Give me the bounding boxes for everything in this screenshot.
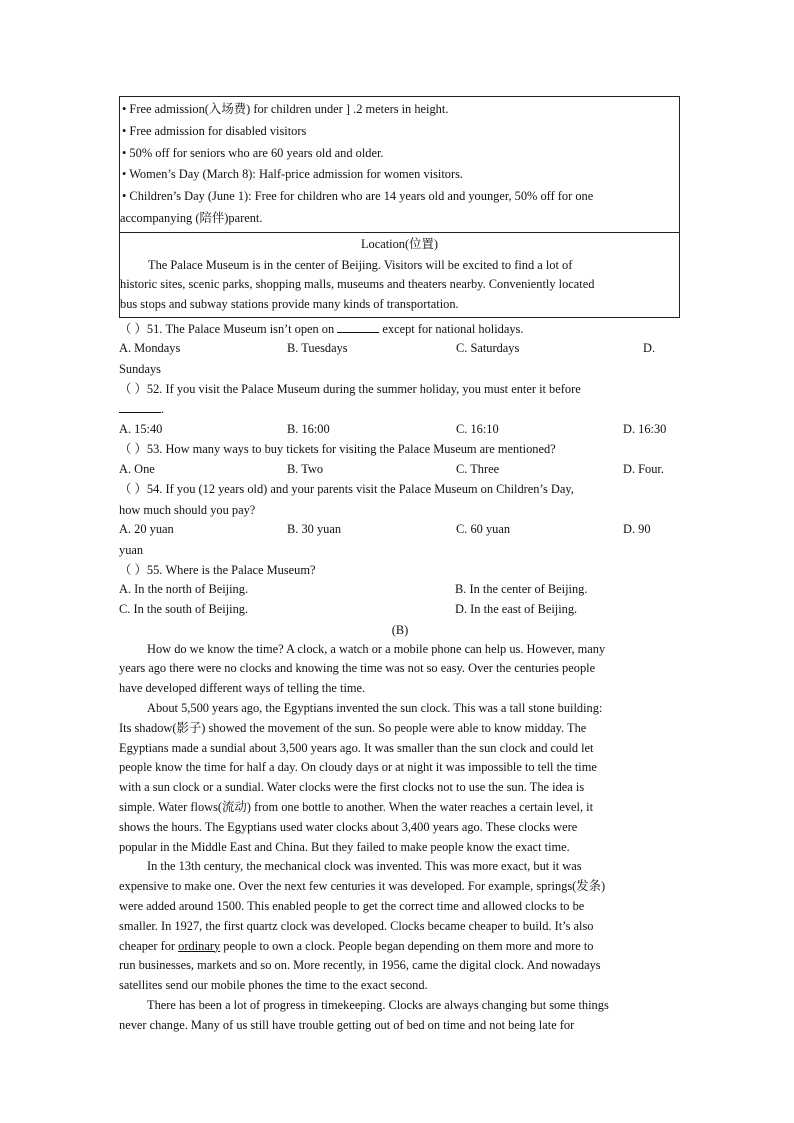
passage-line: simple. Water flows(流动) from one bottle to another. When the water reaches a certain level, it: [119, 799, 594, 814]
page: [119, 96, 681, 1036]
answer-blank: [337, 320, 379, 333]
question-53: （ ）53. How many ways to buy tickets for visiting the Palace Museum are mentioned?: [119, 442, 556, 457]
option-a: A. In the north of Beijing.: [119, 581, 249, 596]
question-52-blank: .: [119, 399, 681, 419]
passage-b-paragraph-1: [119, 640, 681, 699]
options-55-row1: [119, 580, 681, 600]
option-d: D. 16:30: [623, 421, 667, 436]
admission-cell: [120, 97, 679, 232]
option-d: D. Four.: [623, 461, 664, 476]
option-d: D. In the east of Beijing.: [455, 601, 578, 616]
option-a: A. One: [119, 461, 155, 476]
option-a: A. 15:40: [119, 421, 163, 436]
passage-line: Egyptians made a sundial about 3,500 years ago. It was smaller than the sun clock and could let: [119, 740, 594, 755]
option-c: C. In the south of Beijing.: [119, 601, 249, 616]
option-c: C. 16:10: [456, 421, 499, 436]
options-53: [119, 460, 681, 480]
passage-line: cheaper for ordinary people to own a clock. People began depending on them more and more to: [119, 938, 594, 953]
passage-line: About 5,500 years ago, the Egyptians invented the sun clock. This was a tall stone building:: [147, 700, 603, 715]
admission-item: • 50% off for seniors who are 60 years old and older.: [122, 145, 384, 160]
location-text: The Palace Museum is in the center of Beijing. Visitors will be excited to find a lot of: [148, 257, 573, 272]
option-d-cont: yuan: [119, 542, 144, 557]
location-text: historic sites, scenic parks, shopping malls, museums and theaters nearby. Conveniently located: [120, 277, 595, 292]
option-b: B. 30 yuan: [287, 521, 342, 536]
passage-line: years ago there were no clocks and knowing the time was not so easy. Over the centuries people: [119, 661, 596, 676]
admission-item: • Free admission for disabled visitors: [122, 123, 307, 138]
passage-line: smaller. In 1927, the first quartz clock was developed. Clocks became cheaper to build. It’s also: [119, 918, 594, 933]
info-table: [119, 96, 680, 318]
passage-line: were added around 1500. This enabled people to get the correct time and allowed clocks to be: [119, 898, 585, 913]
location-heading: Location(位置): [360, 236, 439, 251]
option-b: B. Tuesdays: [287, 341, 348, 356]
option-b: B. Two: [287, 461, 324, 476]
passage-b-paragraph-3: [119, 857, 681, 996]
options-52: [119, 420, 681, 440]
passage-b-paragraph-2: [119, 699, 681, 857]
underlined-word: ordinary: [178, 938, 221, 953]
passage-b-paragraph-4: [119, 996, 681, 1036]
option-c: C. Three: [456, 461, 500, 476]
passage-line: shows the hours. The Egyptians used water clocks about 3,400 years ago. These clocks were: [119, 819, 578, 834]
option-d: D. 90: [623, 521, 651, 536]
location-cell: [120, 232, 679, 317]
passage-line: expensive to make one. Over the next few centuries it was developed. For example, springs(发条): [119, 879, 606, 894]
admission-item: • Free admission(入场费) for children under ] .2 meters in height.: [122, 102, 449, 116]
option-a: A. 20 yuan: [119, 521, 174, 536]
options-51: [119, 339, 681, 359]
admission-item-children-day-cont: accompanying (陪伴)parent.: [120, 210, 263, 225]
option-d-cont: Sundays: [119, 361, 161, 376]
option-b: B. In the center of Beijing.: [455, 581, 588, 596]
passage-line: satellites send our mobile phones the time to the exact second.: [119, 978, 428, 993]
passage-line: have developed different ways of telling the time.: [119, 681, 366, 696]
passage-line: popular in the Middle East and China. But they failed to make people know the exact time.: [119, 839, 570, 854]
options-55-row2: [119, 600, 681, 620]
question-55: （ ）55. Where is the Palace Museum?: [119, 562, 316, 577]
admission-item: • Women’s Day (March 8): Half-price admission for women visitors.: [122, 167, 464, 182]
option-d: D.: [643, 341, 656, 356]
answer-blank: [119, 400, 161, 413]
question-51: （ ）51. The Palace Museum isn’t open on except for national holidays.: [119, 321, 524, 336]
section-b-heading: (B): [391, 622, 409, 637]
options-54: [119, 520, 681, 540]
admission-item-children-day: • Children’s Day (June 1): Free for children who are 14 years old and younger, 50% off for one: [122, 189, 594, 204]
passage-line: never change. Many of us still have trouble getting out of bed on time and not being late for: [119, 1017, 575, 1032]
option-c: C. Saturdays: [456, 341, 520, 356]
passage-line: Its shadow(影子) showed the movement of the sun. So people were able to know midday. The: [119, 720, 587, 735]
question-54-cont: how much should you pay?: [119, 502, 256, 517]
question-54: （ ）54. If you (12 years old) and your parents visit the Palace Museum on Children’s Day,: [119, 482, 574, 497]
passage-line: run businesses, markets and so on. More recently, in 1956, came the digital clock. And nowadays: [119, 958, 601, 973]
option-c: C. 60 yuan: [456, 521, 511, 536]
passage-line: with a sun clock or a sundial. Water clocks were the first clocks not to use the sun. The idea is: [119, 780, 585, 795]
passage-line: How do we know the time? A clock, a watch or a mobile phone can help us. However, many: [147, 641, 606, 656]
option-a: A. Mondays: [119, 341, 181, 356]
passage-line: people know the time for half a day. On cloudy days or at night it was impossible to tell the time: [119, 760, 597, 775]
passage-line: There has been a lot of progress in timekeeping. Clocks are always changing but some things: [147, 997, 609, 1012]
passage-line: In the 13th century, the mechanical clock was invented. This was more exact, but it was: [147, 859, 582, 874]
question-52: （ ）52. If you visit the Palace Museum during the summer holiday, you must enter it before: [119, 382, 581, 397]
location-text: bus stops and subway stations provide many kinds of transportation.: [120, 297, 459, 312]
option-b: B. 16:00: [287, 421, 330, 436]
